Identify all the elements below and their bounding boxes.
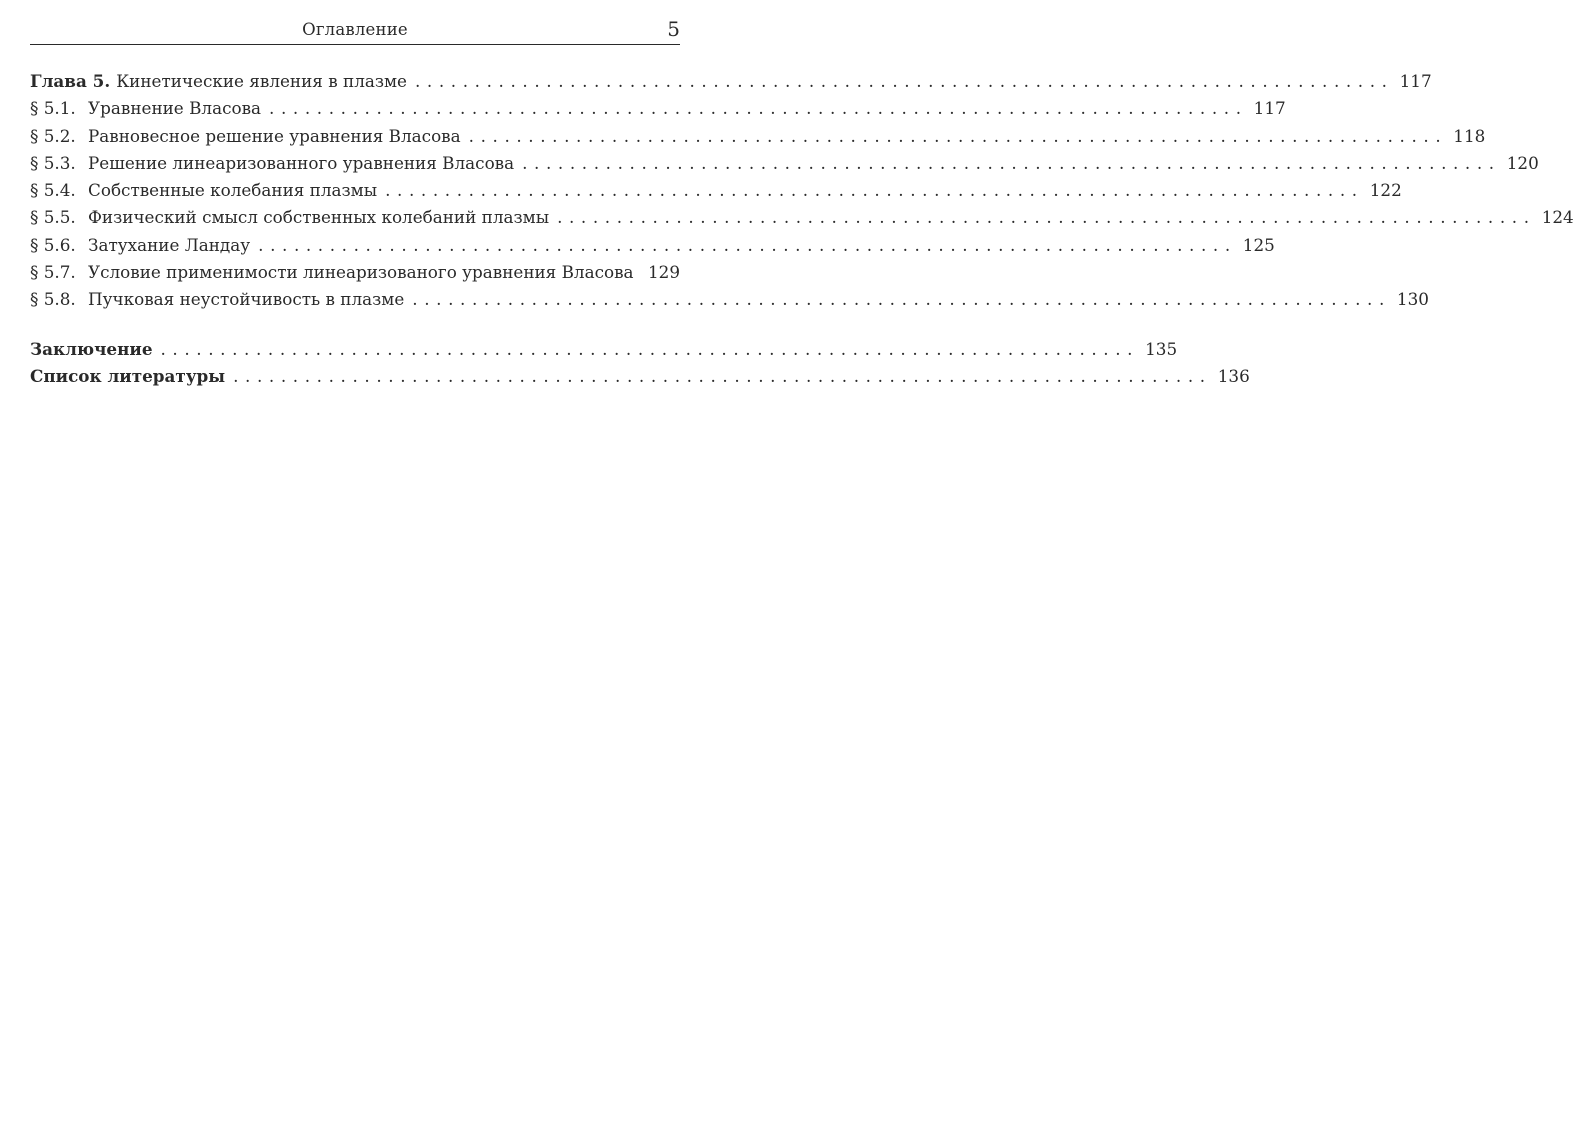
toc-leader-dots: .................................................................................. bbox=[415, 71, 1394, 91]
toc-section-entry-5-5[interactable] bbox=[30, 207, 1574, 234]
toc-leader-dots: .................................................................................. bbox=[385, 180, 1364, 201]
toc-leader-dots: .................................................................................. bbox=[269, 98, 1248, 119]
toc-page-number: 124 bbox=[1541, 207, 1574, 228]
toc-chapter-entry[interactable] bbox=[30, 71, 1432, 98]
running-header bbox=[30, 0, 680, 45]
toc-leader-dots: .................................................................................. bbox=[468, 125, 1448, 146]
toc-leader-dots: .................................................................................. bbox=[412, 289, 1391, 310]
running-title: Оглавление bbox=[302, 20, 408, 39]
toc-chapter-label: Глава 5. bbox=[30, 71, 111, 91]
toc-page-number: 117 bbox=[1253, 98, 1286, 119]
toc-section-title: Равновесное решение уравнения Власова bbox=[88, 125, 461, 146]
toc-leader-dots: .................................................................................. bbox=[233, 365, 1212, 386]
toc-section-entry-5-6[interactable] bbox=[30, 234, 1275, 262]
toc-section-title: Физический смысл собственных колебаний плазмы bbox=[88, 207, 550, 228]
toc-page-number: 122 bbox=[1369, 180, 1402, 201]
toc-page-number: 136 bbox=[1217, 365, 1250, 386]
toc-page-number: 135 bbox=[1145, 338, 1178, 359]
toc-section-entry-5-7[interactable] bbox=[30, 262, 680, 289]
toc-section-entry-5-3[interactable] bbox=[30, 152, 1539, 180]
document-page bbox=[30, 0, 1574, 386]
toc-backmatter-title: Заключение bbox=[30, 338, 153, 359]
toc-section-title: Пучковая неустойчивость в плазме bbox=[88, 289, 405, 310]
toc-section-number: § 5.1. bbox=[30, 98, 76, 119]
toc-page-number: 130 bbox=[1396, 289, 1429, 310]
toc-section-entry-5-1[interactable] bbox=[30, 98, 1286, 125]
toc-page-number: 125 bbox=[1242, 234, 1275, 255]
toc-entry-bibliography[interactable] bbox=[30, 365, 1250, 393]
toc-section-number: § 5.4. bbox=[30, 180, 76, 201]
toc-page-number: 120 bbox=[1506, 152, 1539, 173]
toc-section-entry-5-2[interactable] bbox=[30, 125, 1486, 153]
table-of-contents bbox=[30, 71, 1574, 393]
toc-section-title: Решение линеаризованного уравнения Власова bbox=[88, 152, 515, 173]
toc-page-number: 118 bbox=[1453, 125, 1486, 146]
toc-section-title: Собственные колебания плазмы bbox=[88, 180, 378, 201]
toc-section-number: § 5.7. bbox=[30, 262, 76, 283]
toc-page-number: 129 bbox=[648, 262, 681, 283]
toc-backmatter-title: Список литературы bbox=[30, 365, 226, 386]
toc-section-number: § 5.5. bbox=[30, 207, 76, 228]
toc-leader-dots: .................................................................................. bbox=[557, 207, 1536, 228]
page-number: 5 bbox=[667, 17, 680, 41]
toc-section-number: § 5.3. bbox=[30, 152, 76, 173]
toc-section-number: § 5.6. bbox=[30, 234, 76, 255]
toc-page-number: 117 bbox=[1399, 71, 1432, 91]
toc-section-entry-5-8[interactable] bbox=[30, 289, 1429, 316]
toc-leader-dots: .................................................................................. bbox=[258, 234, 1237, 255]
toc-section-number: § 5.2. bbox=[30, 125, 76, 146]
toc-section-title: Условие применимости линеаризованого уравнения Власова bbox=[88, 262, 634, 283]
toc-leader-dots: .................................................................................. bbox=[522, 152, 1501, 173]
toc-chapter-title: Кинетические явления в плазме bbox=[116, 71, 407, 91]
toc-section-entry-5-4[interactable] bbox=[30, 180, 1402, 207]
toc-section-number: § 5.8. bbox=[30, 289, 76, 310]
toc-section-title: Уравнение Власова bbox=[88, 98, 262, 119]
toc-entry-conclusion[interactable] bbox=[30, 338, 1178, 366]
toc-leader-dots: .................................................................................. bbox=[160, 338, 1140, 359]
toc-section-title: Затухание Ландау bbox=[88, 234, 251, 255]
